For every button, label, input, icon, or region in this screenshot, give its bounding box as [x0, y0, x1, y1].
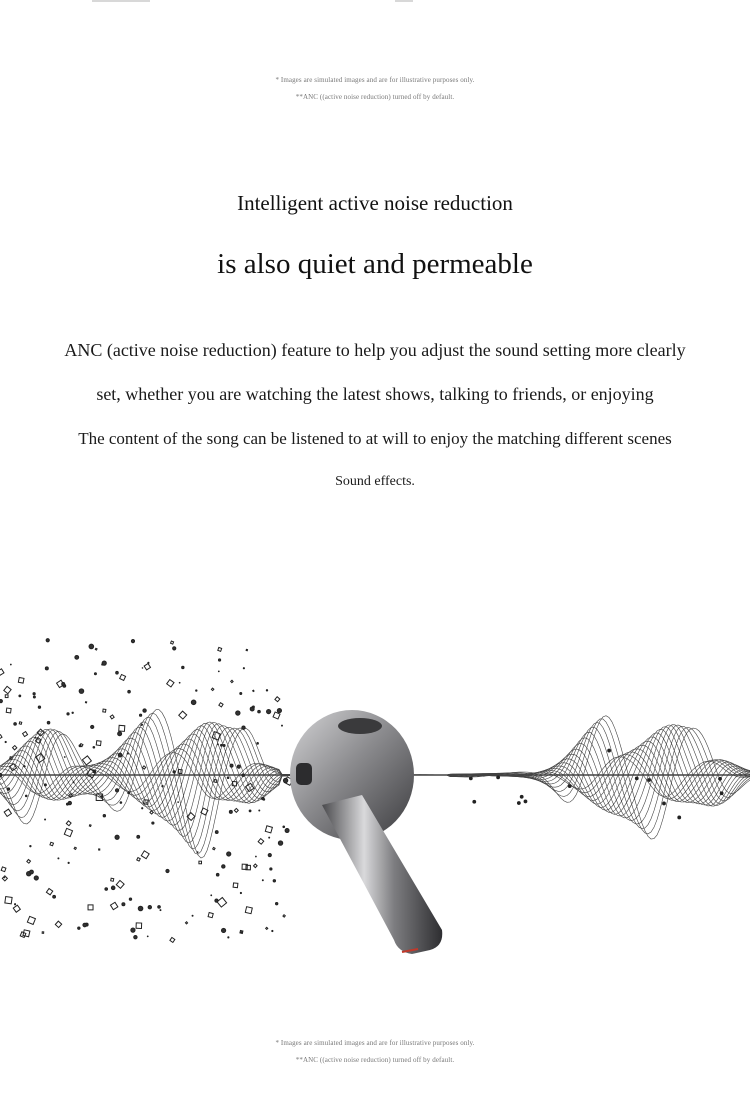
noise-particle	[115, 789, 118, 792]
noise-particle	[240, 892, 241, 893]
noise-particle	[219, 703, 223, 707]
noise-particle	[116, 671, 119, 674]
noise-particle	[150, 811, 153, 814]
noise-particle	[178, 769, 182, 773]
noise-particle	[218, 671, 219, 672]
noise-particle	[82, 756, 91, 765]
noise-particle	[227, 852, 231, 856]
noise-particle	[148, 662, 149, 663]
noise-particle	[30, 870, 34, 874]
noise-particle	[231, 680, 233, 682]
noise-particle	[0, 700, 2, 703]
noise-particle	[142, 808, 143, 809]
noise-particle	[216, 873, 219, 876]
noise-particle	[24, 766, 26, 768]
noise-particle	[147, 936, 148, 937]
noise-particle	[5, 695, 8, 698]
noise-particle	[266, 927, 268, 929]
noise-particle	[211, 688, 214, 691]
noise-particle	[269, 837, 270, 838]
description-line-1: ANC (active noise reduction) feature to help you adjust the sound setting more clearly	[64, 340, 686, 360]
noise-particle	[4, 686, 11, 693]
noise-particle	[191, 700, 196, 705]
noise-particle	[178, 802, 179, 803]
noise-particle	[234, 808, 238, 812]
noise-particle	[116, 880, 124, 888]
headline-line-1: Intelligent active noise reduction	[237, 191, 513, 215]
noise-particle	[267, 709, 271, 713]
noise-particle	[215, 899, 218, 902]
noise-particle	[91, 725, 94, 728]
noise-particle	[608, 749, 611, 752]
noise-particle	[139, 714, 141, 716]
noise-particle	[283, 778, 287, 782]
noise-particle	[23, 732, 28, 737]
disclaimer-top-line-1: * Images are simulated images and are for illustrative purposes only.	[275, 76, 475, 84]
noise-particle	[72, 712, 73, 713]
noise-particle	[13, 905, 20, 912]
noise-particle	[19, 695, 21, 697]
noise-particle	[64, 828, 72, 836]
noise-particle	[142, 668, 143, 669]
noise-particle	[262, 880, 263, 881]
noise-particle	[46, 639, 49, 642]
noise-particle	[131, 928, 135, 932]
noise-particle	[229, 810, 232, 813]
noise-particle	[242, 774, 244, 776]
noise-particle	[283, 915, 285, 917]
noise-particle	[105, 888, 108, 891]
noise-particle	[50, 842, 54, 846]
noise-particle	[64, 757, 65, 758]
noise-particle	[245, 907, 252, 914]
noise-particle	[167, 680, 174, 687]
noise-particle	[95, 648, 97, 650]
noise-particle	[213, 847, 215, 849]
noise-particle	[160, 910, 161, 911]
noise-particle	[7, 788, 9, 790]
noise-particle	[44, 784, 46, 786]
noise-particle	[2, 876, 7, 881]
noise-particle	[221, 928, 225, 932]
noise-particle	[94, 673, 96, 675]
noise-particle	[5, 741, 6, 742]
noise-particle	[277, 708, 281, 712]
noise-particle	[6, 708, 11, 713]
noise-particle	[4, 877, 5, 878]
noise-particle	[89, 825, 91, 827]
noise-particle	[66, 821, 71, 826]
noise-particle	[275, 902, 277, 904]
noise-particle	[45, 819, 46, 820]
noise-particle	[143, 709, 146, 712]
noise-particle	[265, 826, 272, 833]
noise-particle	[14, 723, 17, 726]
noise-particle	[218, 744, 219, 745]
noise-particle	[30, 845, 31, 846]
noise-particle	[88, 905, 93, 910]
noise-particle	[102, 664, 103, 665]
noise-particle	[678, 816, 681, 819]
noise-particle	[249, 810, 251, 812]
noise-particle	[148, 906, 151, 909]
noise-particle	[33, 693, 35, 695]
noise-particle	[268, 853, 271, 856]
noise-particle	[141, 724, 143, 726]
noise-particle	[127, 753, 128, 754]
noise-particle	[173, 771, 175, 773]
noise-particle	[118, 732, 122, 736]
noise-particle	[74, 847, 76, 849]
description-line-4: Sound effects.	[335, 474, 415, 489]
noise-particle	[4, 809, 11, 816]
noise-particle	[96, 741, 101, 746]
noise-particle	[199, 861, 202, 864]
noise-particle	[635, 777, 638, 780]
noise-particle	[211, 895, 212, 896]
noise-particle	[93, 746, 95, 748]
noise-particle	[285, 829, 289, 833]
noise-particle	[228, 937, 229, 938]
noise-particle	[67, 713, 69, 715]
headline-line-2: is also quiet and permeable	[217, 248, 533, 280]
noise-particle	[497, 776, 500, 779]
noise-particle	[278, 841, 282, 845]
noise-particle	[217, 898, 227, 908]
noise-particle	[33, 696, 35, 698]
noise-particle	[222, 865, 225, 868]
noise-particle	[246, 649, 247, 650]
disclaimer-bottom	[0, 1035, 750, 1069]
noise-particle	[152, 822, 154, 824]
noise-particle	[259, 810, 260, 811]
noise-particle	[111, 878, 114, 881]
noise-particle	[173, 647, 176, 650]
noise-particle	[110, 715, 114, 719]
noise-particle	[35, 737, 36, 738]
noise-particle	[197, 852, 198, 853]
noise-particle	[115, 835, 119, 839]
noise-particle	[12, 746, 16, 750]
noise-particle	[158, 906, 161, 909]
noise-particle	[137, 858, 141, 862]
noise-particle	[258, 839, 264, 845]
noise-particle	[208, 913, 213, 918]
noise-particle	[0, 735, 2, 739]
noise-particle	[62, 683, 65, 686]
noise-particle	[263, 799, 265, 801]
noise-particle	[223, 745, 225, 747]
noise-particle	[19, 722, 22, 725]
noise-particle	[283, 826, 285, 828]
noise-particle	[170, 937, 175, 942]
noise-particle	[240, 693, 242, 695]
noise-particle	[214, 779, 217, 782]
noise-particle	[221, 744, 223, 746]
noise-particle	[85, 702, 86, 703]
noise-particle	[273, 880, 275, 882]
noise-particle	[137, 835, 140, 838]
noise-particle	[719, 777, 722, 780]
noise-particle	[230, 764, 233, 767]
noise-particle	[14, 904, 15, 905]
noise-particle	[663, 802, 666, 805]
noise-particle	[242, 726, 245, 729]
noise-particle	[256, 856, 257, 857]
noise-particle	[237, 765, 240, 768]
noise-particle	[473, 800, 476, 803]
noise-particle	[10, 664, 11, 665]
noise-particle	[266, 690, 267, 691]
noise-particle	[275, 697, 280, 702]
description-line-2: set, whether you are watching the latest shows, talking to friends, or enjoying	[96, 384, 654, 404]
top-crop-strip	[0, 0, 750, 4]
noise-particle	[236, 711, 240, 715]
noise-particle	[254, 864, 258, 868]
noise-particle	[648, 779, 651, 782]
noise-particle	[720, 792, 723, 795]
noise-particle	[27, 859, 31, 863]
noise-particle	[218, 659, 220, 661]
noise-particle	[469, 777, 472, 780]
noise-particle	[0, 669, 4, 676]
noise-particle	[111, 886, 115, 890]
noise-particle	[281, 725, 282, 726]
noise-particle	[0, 773, 2, 777]
noise-particle	[201, 808, 208, 815]
noise-particle	[34, 876, 38, 880]
noise-particle	[252, 706, 254, 708]
noise-particle	[131, 640, 134, 643]
noise-particle	[142, 766, 145, 769]
noise-particle	[218, 647, 222, 651]
noise-particle	[517, 802, 520, 805]
noise-particle	[79, 745, 81, 747]
noise-particle	[258, 710, 261, 713]
noise-particle	[568, 785, 571, 788]
noise-particle	[171, 641, 174, 644]
noise-particle	[270, 868, 272, 870]
disclaimer-bottom-line-2: **ANC ((active noise reduction) turned off by default.	[295, 1056, 455, 1064]
noise-particle	[46, 889, 52, 895]
noise-particle	[120, 802, 122, 804]
noise-particle	[144, 664, 150, 670]
noise-particle	[119, 725, 125, 731]
noise-particle	[47, 721, 50, 724]
noise-particle	[138, 906, 143, 911]
noise-particle	[182, 666, 184, 668]
noise-particle	[110, 902, 117, 909]
noise-particle	[233, 883, 238, 888]
noise-particle	[215, 831, 218, 834]
noise-particle	[185, 922, 187, 924]
noise-particle	[68, 801, 71, 804]
noise-particle	[227, 777, 229, 779]
noise-particle	[166, 869, 169, 872]
noise-particle	[243, 668, 244, 669]
earbud-graphic	[290, 710, 442, 954]
noise-particle	[179, 711, 187, 719]
noise-particle	[55, 921, 61, 927]
noise-particle	[68, 862, 69, 863]
noise-particle	[53, 895, 56, 898]
noise-particle	[79, 689, 84, 694]
noise-particle	[253, 690, 254, 691]
noise-particle	[5, 897, 12, 904]
disclaimer-top-line-2: **ANC ((active noise reduction) turned off by default.	[295, 93, 455, 101]
noise-particle	[18, 677, 24, 683]
noise-particle	[42, 932, 44, 934]
noise-particle	[272, 930, 273, 931]
noise-particle	[162, 785, 163, 786]
noise-particle	[520, 795, 523, 798]
noise-particle	[129, 898, 131, 900]
noise-particle	[257, 743, 259, 745]
noise-particle	[101, 796, 103, 798]
noise-particle	[75, 655, 79, 659]
noise-particle	[73, 782, 74, 783]
noise-particle	[179, 682, 180, 683]
noise-particle	[27, 916, 35, 924]
noise-particle	[120, 674, 126, 680]
noise-particle	[45, 667, 48, 670]
noise-particle	[122, 903, 125, 906]
noise-particle	[118, 753, 122, 757]
noise-particle	[192, 915, 193, 916]
noise-particle	[1, 867, 6, 872]
noise-particle	[141, 851, 149, 859]
noise-particle	[58, 858, 59, 859]
noise-particle	[103, 709, 106, 712]
earbud-sound-wave-illustration	[0, 600, 750, 980]
noise-particle	[99, 849, 100, 850]
disclaimer-top	[0, 72, 750, 106]
noise-particle	[38, 706, 40, 708]
noise-particle	[78, 927, 80, 929]
noise-particle	[103, 815, 105, 817]
noise-particle	[134, 935, 137, 938]
noise-particle	[136, 923, 142, 929]
disclaimer-bottom-line-1: * Images are simulated images and are for illustrative purposes only.	[275, 1039, 475, 1047]
noise-particle	[89, 644, 94, 649]
noise-particle	[524, 800, 527, 803]
noise-particle	[83, 923, 87, 927]
noise-particle	[25, 795, 27, 797]
description-line-3: The content of the song can be listened to at will to enjoy the matching different scenes	[78, 429, 672, 448]
noise-particle	[196, 690, 197, 691]
noise-particle	[128, 690, 131, 693]
